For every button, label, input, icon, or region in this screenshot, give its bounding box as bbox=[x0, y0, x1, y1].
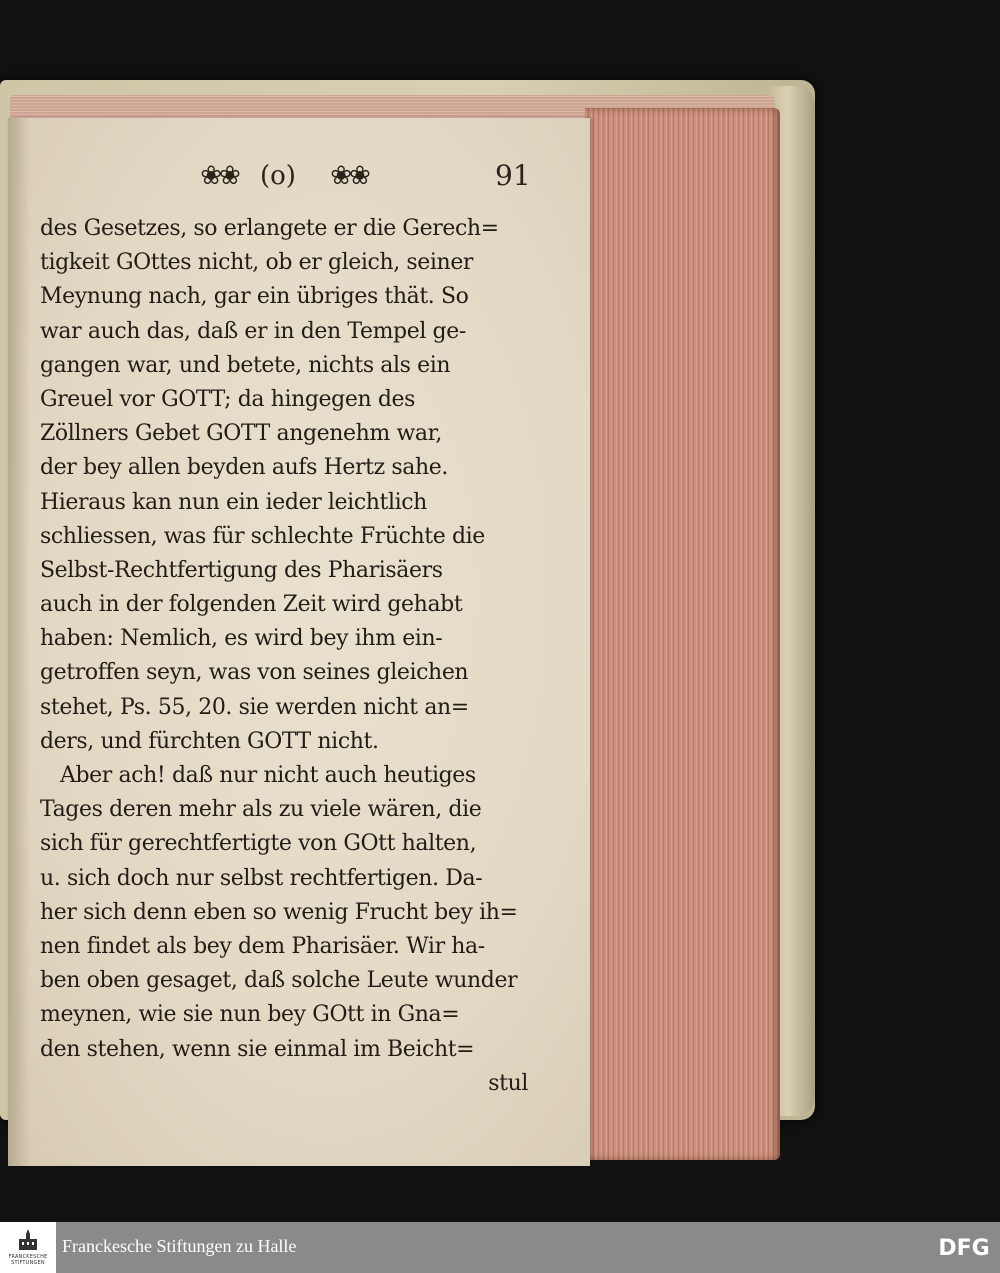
text-line: Greuel vor GOTT; da hingegen des bbox=[40, 386, 416, 412]
logo-caption: FRANCKESCHE STIFTUNGEN bbox=[8, 1254, 48, 1266]
institution-logo[interactable] bbox=[0, 1222, 56, 1273]
text-line: Zöllners Gebet GOTT angenehm war, bbox=[40, 421, 442, 447]
orphanage-building-icon bbox=[18, 1229, 38, 1251]
page-gutter-shadow bbox=[8, 118, 30, 1166]
page-number: 91 bbox=[495, 159, 531, 192]
text-line: auch in der folgenden Zeit wird gehabt bbox=[40, 592, 463, 618]
text-line: tigkeit GOttes nicht, ob er gleich, seiner bbox=[40, 250, 474, 276]
header-center-mark: (o) bbox=[260, 161, 296, 191]
text-line: ders, und fürchten GOTT nicht. bbox=[40, 728, 379, 754]
text-line: schliessen, was für schlechte Früchte die bbox=[40, 523, 485, 549]
header-ornament-right: ❀❀ bbox=[330, 161, 368, 191]
text-line: getroffen seyn, was von seines gleichen bbox=[40, 660, 469, 686]
text-line: ben oben gesaget, daß solche Leute wunder bbox=[40, 968, 518, 994]
text-line: der bey allen beyden aufs Hertz sahe. bbox=[40, 455, 448, 481]
text-line: sich für gerechtfertigte von GOtt halten, bbox=[40, 831, 477, 857]
text-line: gangen war, und betete, nichts als ein bbox=[40, 352, 451, 378]
dfg-logo-text: DFG bbox=[938, 1236, 990, 1261]
running-header bbox=[0, 152, 600, 202]
text-line: Hieraus kan nun ein ieder leichtlich bbox=[40, 489, 427, 515]
text-line: her sich denn eben so wenig Frucht bey ih= bbox=[40, 899, 518, 925]
page-block-fore-edge bbox=[585, 108, 780, 1160]
text-line: u. sich doch nur selbst rechtfertigen. Da- bbox=[40, 865, 483, 891]
text-line: nen findet als bey dem Pharisäer. Wir ha- bbox=[40, 933, 485, 959]
text-line: den stehen, wenn sie einmal im Beicht= bbox=[40, 1036, 475, 1062]
page-body-text bbox=[40, 212, 528, 1101]
institution-name: Franckesche Stiftungen zu Halle bbox=[62, 1236, 297, 1256]
text-line: meynen, wie sie nun bey GOtt in Gna= bbox=[40, 1002, 460, 1028]
text-line: war auch das, daß er in den Tempel ge- bbox=[40, 318, 466, 344]
text-line: Meynung nach, gar ein übriges thät. So bbox=[40, 284, 469, 310]
text-line: Tages deren mehr als zu viele wären, die bbox=[40, 797, 482, 823]
text-line: des Gesetzes, so erlangete er die Gerech= bbox=[40, 216, 499, 241]
text-line: Selbst-Rechtfertigung des Pharisäers bbox=[40, 557, 443, 583]
text-line: Aber ach! daß nur nicht auch heutiges bbox=[60, 763, 476, 788]
text-line: stehet, Ps. 55, 20. sie werden nicht an= bbox=[40, 694, 469, 720]
text-line: haben: Nemlich, es wird bey ihm ein- bbox=[40, 626, 443, 652]
header-ornament-left: ❀❀ bbox=[200, 161, 238, 191]
catchword: stul bbox=[488, 1070, 528, 1096]
viewer-footer-bar bbox=[0, 1222, 1000, 1273]
dfg-logo[interactable] bbox=[935, 1233, 993, 1261]
